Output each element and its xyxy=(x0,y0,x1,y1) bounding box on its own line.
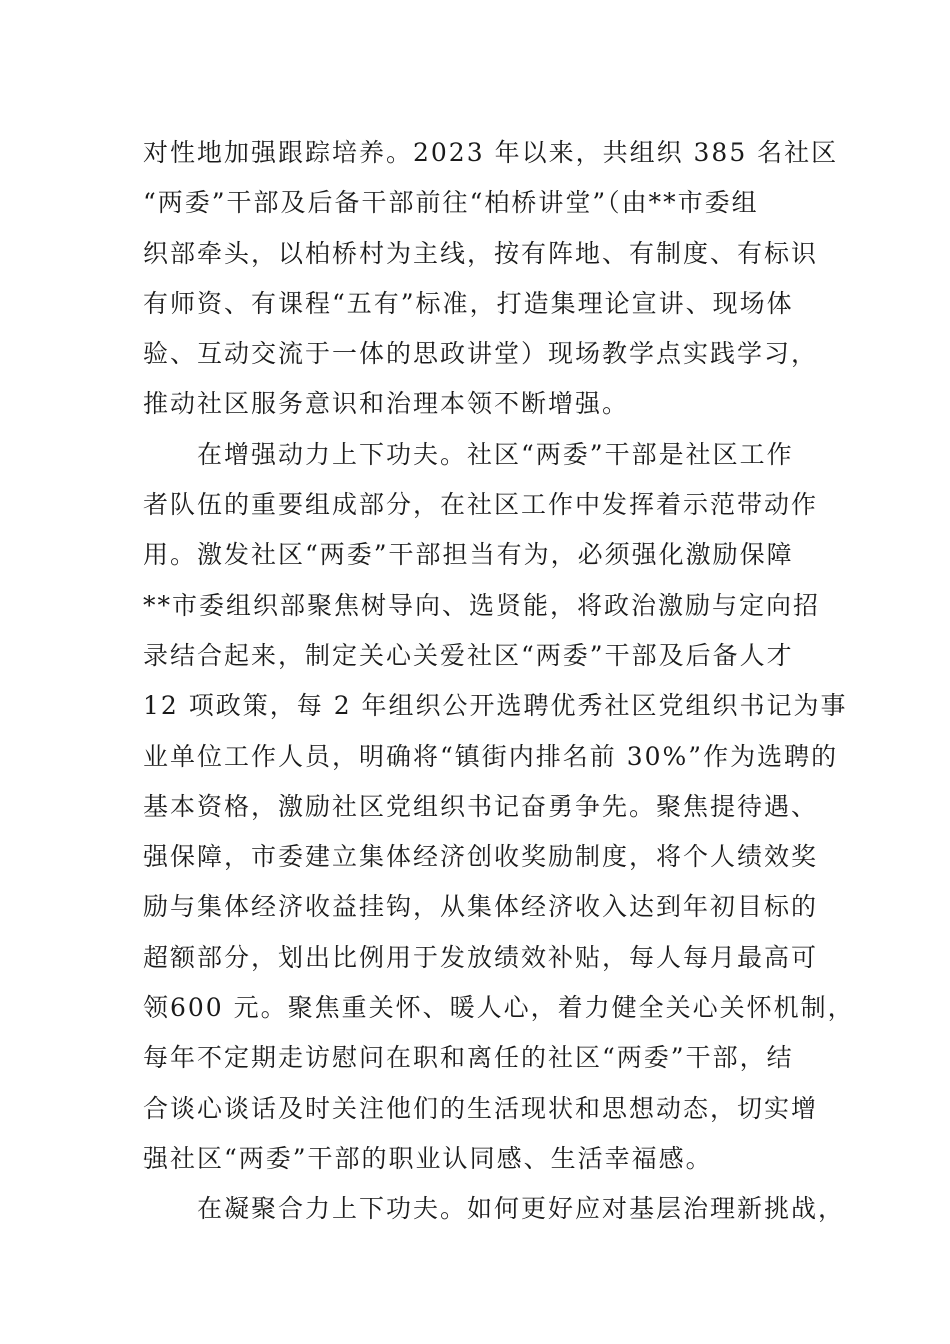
paragraph-line: 超额部分，划出比例用于发放绩效补贴，每人每月最高可 xyxy=(143,942,819,972)
paragraph-line: 有师资、有课程“五有”标准，打造集理论宣讲、现场体 xyxy=(143,288,794,318)
paragraph-line: 基本资格，激励社区党组织书记奋勇争先。聚焦提待遇、 xyxy=(143,791,819,821)
paragraph-line: 励与集体经济收益挂钩，从集体经济收入达到年初目标的 xyxy=(143,892,819,922)
paragraph-line: “两委”干部及后备干部前往“柏桥讲堂”（由**市委组 xyxy=(143,188,759,218)
paragraph-line: 强保障，市委建立集体经济创收奖励制度，将个人绩效奖 xyxy=(143,842,819,872)
paragraph-line: 对性地加强跟踪培养。2023 年以来，共组织 385 名社区 xyxy=(143,138,839,167)
paragraph-line: 推动社区服务意识和治理本领不断增强。 xyxy=(143,389,630,419)
paragraph-line: 业单位工作人员，明确将“镇街内排名前 30%”作为选聘的 xyxy=(143,741,839,771)
paragraph-line: 12 项政策，每 2 年组织公开选聘优秀社区党组织书记为事 xyxy=(143,691,848,721)
paragraph-line: 织部牵头，以柏桥村为主线，按有阵地、有制度、有标识 xyxy=(143,238,819,268)
paragraph-line: 每年不定期走访慰问在职和离任的社区“两委”干部，结 xyxy=(143,1043,794,1073)
document-body xyxy=(143,128,855,1235)
paragraph-line: 录结合起来，制定关心关爱社区“两委”干部及后备人才 xyxy=(143,640,794,670)
paragraph-first-line: 在凝聚合力上下功夫。如何更好应对基层治理新挑战， xyxy=(197,1194,846,1224)
paragraph-line: 用。激发社区“两委”干部担当有为，必须强化激励保障 xyxy=(143,540,794,570)
paragraph-line: 验、互动交流于一体的思政讲堂）现场教学点实践学习， xyxy=(143,339,819,369)
paragraph-line: 合谈心谈话及时关注他们的生活现状和思想动态，切实增 xyxy=(143,1093,819,1123)
paragraph-first-line: 在增强动力上下功夫。社区“两委”干部是社区工作 xyxy=(197,439,794,469)
paragraph-line: **市委组织部聚焦树导向、选贤能，将政治激励与定向招 xyxy=(143,590,821,620)
paragraph-line: 者队伍的重要组成部分，在社区工作中发挥着示范带动作 xyxy=(143,490,819,520)
paragraph-line: 强社区“两委”干部的职业认同感、生活幸福感。 xyxy=(143,1143,713,1173)
paragraph-line: 领600 元。聚焦重关怀、暖人心，着力健全关心关怀机制， xyxy=(143,993,855,1023)
